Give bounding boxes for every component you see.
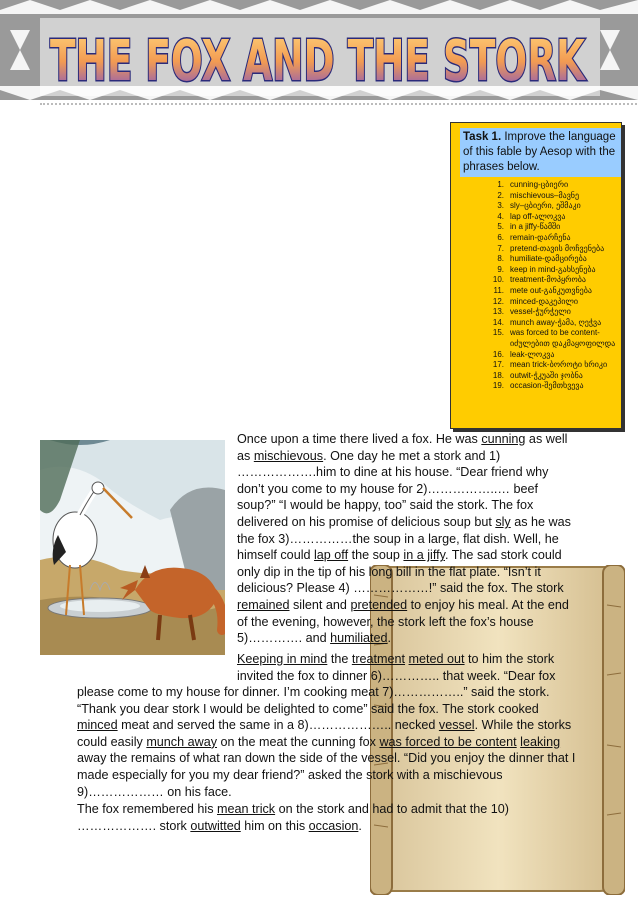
vocabulary-item-text: leak-ლოკვა [510, 349, 555, 359]
vocabulary-item [478, 265, 618, 276]
vocabulary-item [478, 318, 618, 329]
vocabulary-item-text: occasion-შემთხვევა [510, 381, 584, 391]
vocabulary-item-text: munch away-ჭამა, ღეჭვა [510, 317, 602, 327]
story-text: the [327, 652, 352, 666]
vocabulary-item-number: 12. [492, 296, 504, 306]
vocabulary-phrase: mischievous [253, 448, 324, 463]
story-text: him on this [240, 818, 309, 833]
vocabulary-item [478, 191, 618, 202]
vocabulary-item-number: 19. [492, 381, 504, 391]
vocabulary-phrase: sly [495, 514, 511, 529]
vocabulary-item-number: 18. [492, 370, 504, 380]
vocabulary-item-text: was forced to be content-იძულებით დაკმაყოფილდა [510, 328, 616, 348]
task-instruction-text: Improve the language of this fable by Aesop with the phrases below. [463, 131, 616, 173]
vocabulary-phrase: minced [77, 718, 118, 733]
vocabulary-item [478, 233, 618, 244]
vocabulary-phrase: lap off [314, 548, 349, 563]
story-text: . [387, 631, 391, 646]
story-paragraph-3 [77, 801, 577, 834]
vocabulary-item-number: 3. [497, 201, 504, 211]
vocabulary-item-number: 6. [497, 232, 504, 242]
header-divider [40, 103, 638, 105]
vocabulary-phrase: was forced to be content [379, 734, 517, 749]
vocabulary-item-text: mean trick-ბოროტი ხრიკი [510, 360, 608, 370]
vocabulary-phrase: treatment [351, 652, 406, 666]
header-banner [0, 0, 638, 110]
vocabulary-item-number: 5. [497, 222, 504, 232]
vocabulary-item-number: 16. [492, 349, 504, 359]
vocabulary-phrase: cunning [481, 432, 526, 446]
vocabulary-phrase: leaking [520, 734, 561, 749]
vocabulary-item [478, 328, 618, 349]
story-text: please come to my house for dinner. I’m cooking meat 7)……………..” said the stork. “Thank you dear stork I would be delighted to come” said the fox. The stork cooked [77, 685, 550, 716]
vocabulary-item-text: cunning-ცბიერი [510, 180, 569, 189]
vocabulary-item [478, 212, 618, 223]
vocabulary-item [478, 275, 618, 286]
vocabulary-item [478, 254, 618, 265]
vocabulary-phrase: munch away [146, 734, 218, 749]
vocabulary-phrase: remained [237, 597, 290, 612]
vocabulary-item-text: keep in mind-გახსენება [510, 264, 596, 274]
vocabulary-item-text: mischievous–მავნე [510, 190, 580, 200]
vocabulary-item-number: 4. [497, 211, 504, 221]
story-paragraph-2-continued [77, 684, 577, 800]
title-wordart [44, 16, 594, 96]
story-paragraph-1 [237, 431, 577, 647]
story-text: as well as [237, 432, 568, 463]
story-text: . The sad stork could only dip in the tip of his long bill in the flat plate. “Isn’t it delicious? Please 4) ………………!” said the fox. The stork [237, 548, 564, 596]
vocabulary-item-text: sly–ცბიერი, ეშმაკი [510, 201, 581, 211]
vocabulary-list [478, 180, 618, 392]
vocabulary-item [478, 350, 618, 361]
story-text: . While the storks could easily [77, 718, 572, 749]
vocabulary-item [478, 222, 618, 233]
vocabulary-item [478, 286, 618, 297]
story-text: to him the stork invited the fox to dinner 6)………….. that week. “Dear fox [237, 652, 556, 683]
story-text: on the meat the cunning fox [217, 734, 380, 749]
vocabulary-item-number: 13. [492, 307, 504, 317]
vocabulary-phrase: outwitted [190, 818, 241, 833]
story-text: The fox remembered his [77, 802, 217, 816]
vocabulary-phrase: occasion [308, 818, 359, 833]
vocabulary-item [478, 360, 618, 371]
story-text: to enjoy his meal. At the end of the evening, however, the stork left the fox’s house 5)…………. and [237, 597, 569, 646]
vocabulary-item-number: 17. [492, 360, 504, 370]
task-label: Task 1. [463, 131, 502, 143]
vocabulary-item-number: 1. [497, 180, 504, 189]
page-title: THE FOX AND THE STORK [50, 29, 587, 94]
vocabulary-item-number: 15. [492, 328, 504, 338]
fox-and-stork-illustration [40, 440, 225, 655]
vocabulary-item [478, 180, 618, 191]
vocabulary-item-text: treatment-მოპყრობა [510, 275, 586, 285]
vocabulary-phrase: mean trick [217, 802, 276, 816]
vocabulary-item [478, 307, 618, 318]
vocabulary-item-number: 9. [497, 264, 504, 274]
vocabulary-item [478, 297, 618, 308]
vocabulary-item [478, 371, 618, 382]
story-text: . [358, 818, 362, 833]
vocabulary-item-text: pretend-თავის მოჩვენება [510, 243, 605, 253]
vocabulary-phrase: Keeping in mind [237, 652, 328, 666]
vocabulary-phrase: pretended [350, 597, 408, 612]
vocabulary-item-number: 2. [497, 190, 504, 200]
task-instruction [460, 128, 621, 177]
vocabulary-item [478, 244, 618, 255]
vocabulary-item-text: minced-დაკეპილი [510, 296, 579, 306]
vocabulary-phrase: meted out [408, 652, 465, 666]
story-paragraph-2-start [237, 651, 577, 684]
story-text: Once upon a time there lived a fox. He was [237, 432, 482, 446]
vocabulary-item-text: humiliate-დამცირება [510, 254, 587, 264]
story-text: meat and served the same in a 8)……………….. necked [117, 718, 439, 733]
vocabulary-item [478, 201, 618, 212]
vocabulary-item-text: lap off-ალოკვა [510, 211, 566, 221]
story-text: the soup [348, 548, 404, 563]
story-text: on the stork and had to admit that the 10) ………………. stork [77, 802, 509, 833]
story-text: silent and [289, 597, 351, 612]
story-text: . One day he met a stork and 1) ……………….him to dine at his house. “Dear friend why don’t you come to my house for 2)……………..… beef soup?” “I would be happy, too” said the stork. The fox delivered on his promise of delicious soup but [237, 448, 549, 529]
vocabulary-item-number: 14. [492, 317, 504, 327]
vocabulary-item-text: in a jiffy-წამში [510, 222, 561, 232]
story-text: away the remains of what ran down the side of the vessel. “Did you enjoy the dinner that I made especially for you my dear friend?” asked the stork with a mischievous 9)……………… on his face. [77, 751, 576, 799]
vocabulary-item-number: 7. [497, 243, 504, 253]
vocabulary-item-number: 8. [497, 254, 504, 264]
vocabulary-item-text: remain-დარჩენა [510, 232, 571, 242]
story-text: as he was the fox 3)……………the soup in a large, flat dish. Well, he himself could [237, 514, 571, 563]
vocabulary-item [478, 381, 618, 392]
vocabulary-item-number: 11. [493, 285, 504, 295]
vocabulary-phrase: in a jiffy [403, 548, 445, 563]
vocabulary-phrase: vessel [438, 718, 475, 733]
vocabulary-phrase: humiliated [330, 631, 388, 646]
vocabulary-item-number: 10. [492, 275, 504, 285]
vocabulary-item-text: outwit-ჭკუაში ჯობნა [510, 370, 583, 380]
vocabulary-item-text: vessel-ჭურჭელი [510, 307, 571, 317]
vocabulary-item-text: mete out-განკუთვნება [510, 285, 592, 295]
